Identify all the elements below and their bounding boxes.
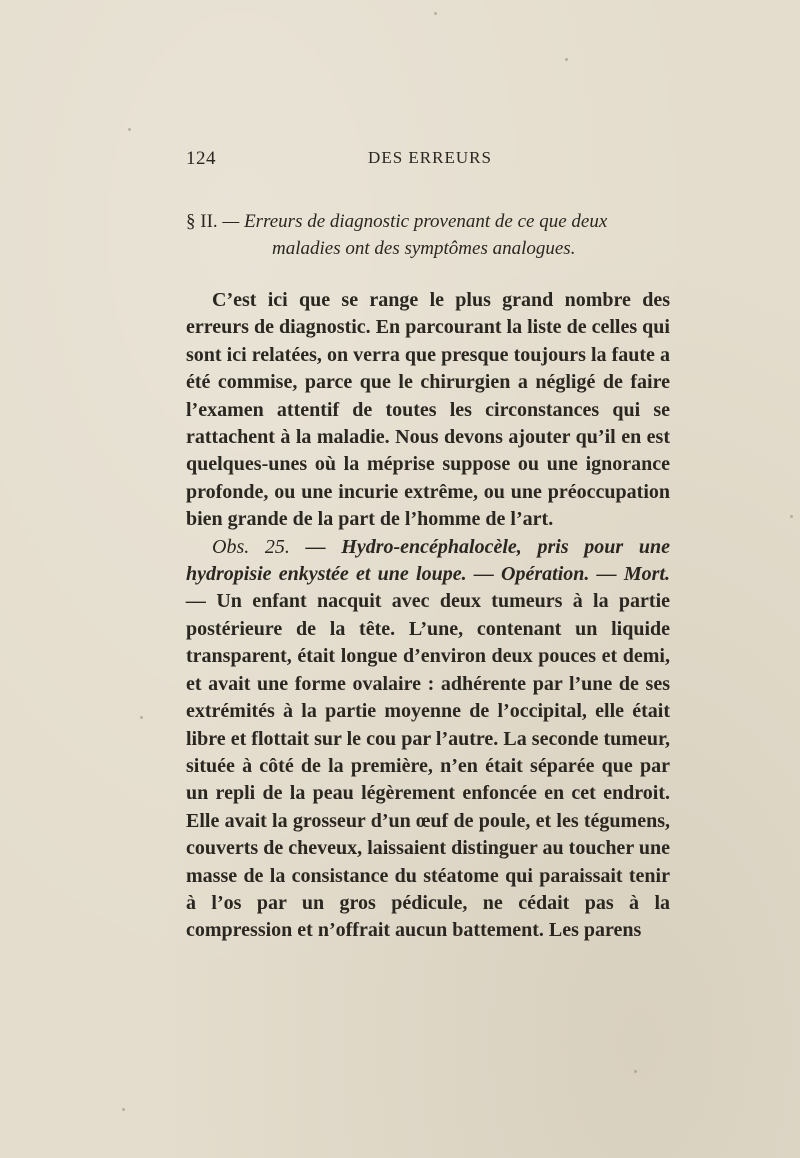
page-number: 124	[186, 148, 216, 169]
observation-body: Un enfant nacquit avec deux tumeurs à la partie postérieure de la tête. L’une, contenant un liquide transparent, était longue d’environ deux pouces et demi, et avait une forme ovalaire : adhérente par l’une de ses extrémités à la partie moyenne de l’occipital, elle était libre et flottait sur le cou par l’autre. La seconde tumeur, située à côté de la première, n’en était séparée que par un repli de la peau légèrement enfoncée en cet endroit. Elle avait la grosseur d’un œuf de poule, et les tégumens, couverts de cheveux, laissaient distinguer au toucher une masse de la consistance du stéatome qui paraissait tenir à l’os par un gros pédicule, ne cédait pas à la compression et n’offrait aucun battement. Les parens	[186, 590, 671, 942]
page-header	[186, 148, 674, 174]
observation-label: Obs. 25.	[212, 535, 290, 558]
paper-speck	[122, 1108, 125, 1111]
observation-paragraph	[186, 534, 670, 945]
section-mark: § II.	[186, 211, 218, 232]
running-head: DES ERREURS	[368, 148, 492, 167]
paper-speck	[565, 58, 568, 61]
section-title-line-2: maladies ont des symptômes analogues.	[272, 238, 576, 259]
section-title-line-1: Erreurs de diagnostic provenant de ce que deux	[244, 211, 608, 232]
section-heading	[186, 208, 674, 262]
paper-speck	[634, 1070, 637, 1073]
paper-speck	[128, 128, 131, 131]
paper-speck	[140, 716, 143, 719]
section-dash: —	[217, 211, 245, 232]
observation-title: — Hydro-encéphalocèle, pris pour une hydropisie enkystée et une loupe. — Opération. — Mort. —	[186, 535, 670, 613]
body-text	[186, 287, 670, 945]
section-heading-line-1	[186, 208, 674, 235]
intro-paragraph: C’est ici que se range le plus grand nombre des erreurs de diagnostic. En parcourant la liste de celles qui sont ici relatées, on verra que presque toujours la faute a été commise, parce que le chirurgien a négligé de faire l’examen attentif de toutes les circonstances qui se rattachent à la maladie. Nous devons ajouter qu’il en est quelques-unes où la méprise suppose ou une ignorance profonde, ou une incurie extrême, ou une préoccupation bien grande de la part de l’homme de l’art.	[186, 289, 670, 531]
paper-speck	[434, 12, 437, 15]
paper-speck	[790, 515, 793, 518]
